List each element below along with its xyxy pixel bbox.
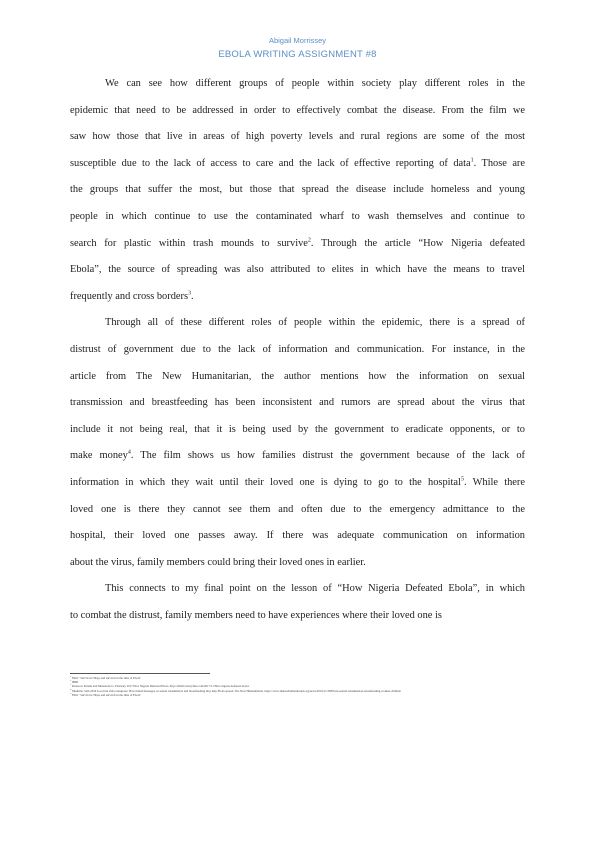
header-author: Abigail Morrissey	[268, 36, 327, 45]
footnote-reference: 1	[470, 157, 474, 164]
footnote-number: 1	[70, 676, 72, 678]
text-run: We can see how different groups of people within society play different roles in the	[105, 78, 525, 89]
footnote-number: 2	[70, 680, 72, 683]
text-run: . Those are	[473, 157, 525, 169]
text-run: the groups that suffer the most, but those that spread the disease include homeless and young	[70, 184, 525, 196]
text-run: . While there	[463, 476, 525, 488]
text-run: susceptible due to the lack of access to care and the lack of effective reporting of data	[70, 157, 471, 169]
footnote-text: Film: ‘Survivors: Hope and survival in the time of Ebola’	[71, 676, 142, 680]
text-run: search for plastic within trash mounds to survive	[70, 237, 308, 249]
footnote-text: Peterson, Kristin and Mezunobe G. February 2017 How Nigeria Defeated Ebola. http://allafricastoryline.com/2017/11/How-nigeria-defeated-ebola/	[71, 684, 250, 689]
footnote-number: 4	[70, 688, 72, 691]
text-run: make money	[70, 450, 128, 462]
text-line	[70, 470, 525, 497]
text-run: information in which they wait until their loved one is dying to go to the hospital	[70, 476, 461, 488]
text-run: to combat the distrust, family members need to have experiences where their loved one is	[70, 609, 442, 621]
footnote-separator	[70, 673, 210, 674]
body-text	[70, 71, 525, 629]
text-run: . The film shows us how families distrust the government because of the lack of	[130, 450, 525, 462]
text-line	[70, 257, 525, 284]
text-run: loved one is there they cannot see them and often due to the emergency admittance to the	[70, 503, 525, 515]
footnote-reference: 2	[307, 237, 311, 244]
text-line	[70, 177, 525, 204]
text-line	[70, 71, 525, 98]
text-line	[70, 523, 525, 550]
text-line	[70, 576, 525, 603]
footnote-reference: 5	[460, 476, 464, 483]
text-line	[70, 603, 525, 630]
text-run: hospital, their loved one passes away. If there was adequate communication on information	[70, 530, 525, 542]
text-line	[70, 98, 525, 125]
text-run: include it not being real, that it is being used by the government to eradicate opponents, or to	[70, 423, 525, 435]
text-line	[70, 284, 525, 311]
text-run: Through all of these different roles of people within the epidemic, there is a spread of	[105, 317, 525, 329]
text-line	[70, 443, 525, 470]
text-line	[70, 337, 525, 364]
footnote-reference: 3	[188, 290, 192, 297]
text-run: distrust of government due to the lack of information and communication. For instance, in the	[70, 343, 525, 355]
text-line	[70, 124, 525, 151]
text-run: . Through the article “How Nigeria defeated	[310, 237, 525, 249]
text-line	[70, 310, 525, 337]
footnote-text: Film: ‘Survivors: Hope and survival in the time of Ebola’	[71, 692, 142, 697]
footnote-text: Mednick, Sam 2019 Good but still contagious: How mixed messages on sexual transmission and breastfeeding may help Ebola spread. The New Humanitarian. https://www.thenewhumanitarian.org/news/2019/11/28/Ebola-sexual-transmission-breastfeeding-women-children	[71, 688, 401, 693]
text-run: people in which continue to use the contaminated wharf to wash themselves and continue to	[70, 210, 525, 222]
text-line	[70, 204, 525, 231]
text-line	[70, 231, 525, 258]
text-line	[70, 550, 525, 577]
text-run: about the virus, family members could bring their loved ones in earlier.	[70, 556, 366, 568]
text-run: Ebola”, the source of spreading was also attributed to elites in which have the means to travel	[70, 264, 525, 276]
footnotes	[70, 676, 525, 697]
text-line	[70, 390, 525, 417]
text-run: transmission and breastfeeding has been inconsistent and rumors are spread about the virus that	[70, 397, 525, 409]
footnote	[70, 693, 525, 697]
text-line	[70, 417, 525, 444]
text-line	[70, 364, 525, 391]
footnote-number: 3	[70, 684, 72, 687]
footnote-number: 5	[70, 692, 72, 695]
text-run: This connects to my final point on the lesson of “How Nigeria Defeated Ebola”, in which	[105, 583, 525, 595]
text-run: saw how those that live in areas of high poverty levels and rural regions are some of the most	[70, 131, 525, 143]
text-run: frequently and cross borders	[70, 290, 189, 302]
text-run: .	[191, 290, 194, 302]
text-line	[70, 151, 525, 178]
paragraph	[70, 71, 525, 310]
header-title: EBOLA WRITING ASSIGNMENT #8	[218, 49, 377, 60]
text-line	[70, 497, 525, 524]
paragraph	[70, 576, 525, 629]
text-run: article from The New Humanitarian, the author mentions how the information on sexual	[70, 370, 525, 382]
footnote-reference: 4	[127, 449, 131, 456]
footnote-text: IBID	[71, 680, 79, 685]
paragraph	[70, 310, 525, 576]
text-run: epidemic that need to be addressed in order to effectively combat the disease. From the film we	[70, 104, 525, 116]
